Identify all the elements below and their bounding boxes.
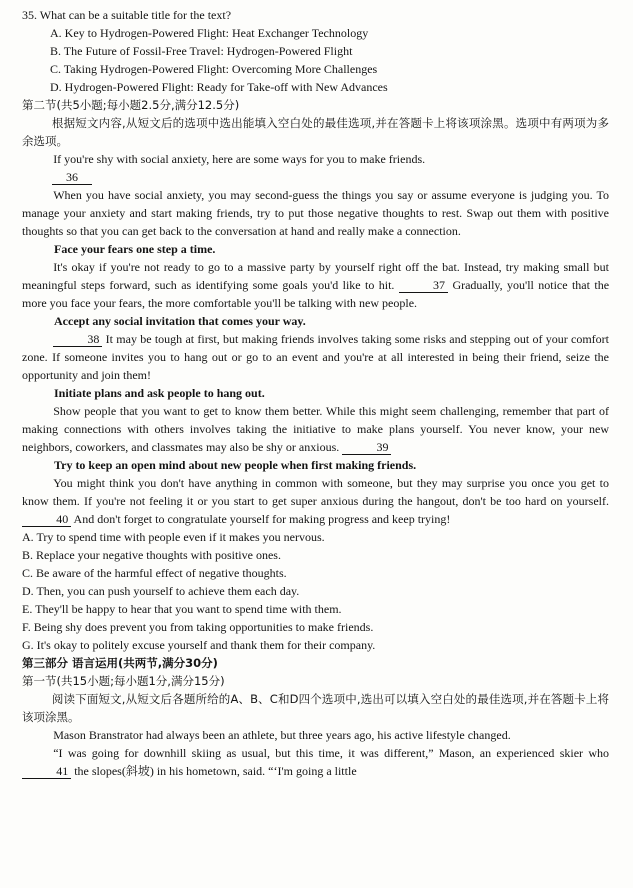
paragraph-2-part-b: Gradually, you'll notice that the more you face your fears, the more comfortable you'll be talking with new people. [22, 278, 610, 310]
cloze-paragraph-2-part-a: “I was going for downhill skiing as usual, but this time, it was different,” Mason, an experienced skier who [53, 746, 609, 760]
heading-accept-invitation: Accept any social invitation that comes your way. [54, 314, 306, 328]
section-2-option-e: E. They'll be happy to hear that you want to spend time with them. [22, 602, 342, 616]
passage-intro: If you're shy with social anxiety, here are some ways for you to make friends. [53, 152, 426, 166]
section-2-option-d: D. Then, you can push yourself to achieve them each day. [22, 584, 300, 598]
section-2-option-b: B. Replace your negative thoughts with positive ones. [22, 548, 281, 562]
heading-open-mind: Try to keep an open mind about new people when first making friends. [54, 458, 417, 472]
question-35-option-b: B. The Future of Fossil-Free Travel: Hydrogen-Powered Flight [50, 44, 353, 58]
blank-38: 38 [53, 332, 102, 347]
part-3-header: 第三部分 语言运用(共两节,满分30分) [22, 656, 218, 670]
blank-37: 37 [399, 278, 448, 293]
paragraph-3-text: It may be tough at first, but making friends involves taking some risks and stepping out of your comfort zone. If someone invites you to hang out or go to an event and you're at all interested in being their friend, seize the opportunity and join them! [22, 332, 610, 382]
cloze-paragraph-1: Mason Branstrator had always been an athlete, but three years ago, his active lifestyle changed. [53, 728, 511, 742]
passage-paragraph-5 [22, 474, 609, 528]
cloze-paragraph-2 [22, 744, 609, 780]
section-2-option-f: F. Being shy does prevent you from taking opportunities to make friends. [22, 620, 374, 634]
blank-40: 40 [22, 512, 71, 527]
heading-initiate-plans: Initiate plans and ask people to hang out. [54, 386, 265, 400]
section-2-header: 第二节(共5小题;每小题2.5分,满分12.5分) [22, 98, 240, 112]
question-35-option-c: C. Taking Hydrogen-Powered Flight: Overcoming More Challenges [50, 62, 378, 76]
section-2-option-c: C. Be aware of the harmful effect of negative thoughts. [22, 566, 287, 580]
question-35-option-a: A. Key to Hydrogen-Powered Flight: Heat Exchanger Technology [50, 26, 369, 40]
passage-paragraph-2 [22, 258, 609, 312]
paragraph-4-text: Show people that you want to get to know them better. While this might seem challenging, remember that part of making connections with others involves taking the initiative to make plans yourself. You never know, your new neighbors, coworkers, and classmates may also be shy or anxious. [22, 404, 609, 454]
blank-39: 39 [342, 440, 391, 455]
paragraph-2-part-a: It's okay if you're not ready to go to a massive party by yourself right off the bat. Instead, try making small but meaningful steps forward, such as identifying some goals you'd like to hit. [22, 260, 609, 292]
section-2-option-g: G. It's okay to politely excuse yourself and thank them for their company. [22, 638, 376, 652]
question-35-option-d: D. Hydrogen-Powered Flight: Ready for Take-off with New Advances [50, 80, 388, 94]
section-2-option-a: A. Try to spend time with people even if it makes you nervous. [22, 530, 325, 544]
blank-36: 36 [52, 170, 92, 185]
passage-paragraph-4 [22, 402, 609, 456]
passage-paragraph-1: When you have social anxiety, you may second-guess the things you say or assume everyone is judging you. To manage your anxiety and start making friends, try to put those negative thoughts to rest. Swap out them with positive thoughts so that you can get back to the conversation at hand and really make a connection. [22, 188, 609, 238]
question-35-stem: 35. What can be a suitable title for the text? [22, 8, 232, 22]
cloze-paragraph-2-part-b: the slopes(斜坡) in his hometown, said. “‘I'm going a little [74, 764, 357, 778]
passage-paragraph-3 [22, 330, 609, 384]
blank-41: 41 [22, 764, 71, 779]
part-3-instruction: 阅读下面短文,从短文后各题所给的A、B、C和D四个选项中,选出可以填入空白处的最佳选项,并在答题卡上将该项涂黑。 [22, 692, 609, 724]
blank-36-line [22, 168, 609, 186]
heading-face-fears: Face your fears one step a time. [54, 242, 216, 256]
section-2-instruction: 根据短文内容,从短文后的选项中选出能填入空白处的最佳选项,并在答题卡上将该项涂黑。选项中有两项为多余选项。 [22, 116, 609, 148]
paragraph-5-part-b: And don't forget to congratulate yourself for making progress and keep trying! [73, 512, 451, 526]
paragraph-5-part-a: You might think you don't have anything in common with someone, but they may surprise you once you get to know them. If you're not feeling it or you start to get super anxious during the hangout, don't be too hard on yourself. [22, 476, 609, 508]
part-3-section-1-header: 第一节(共15小题;每小题1分,满分15分) [22, 674, 225, 688]
